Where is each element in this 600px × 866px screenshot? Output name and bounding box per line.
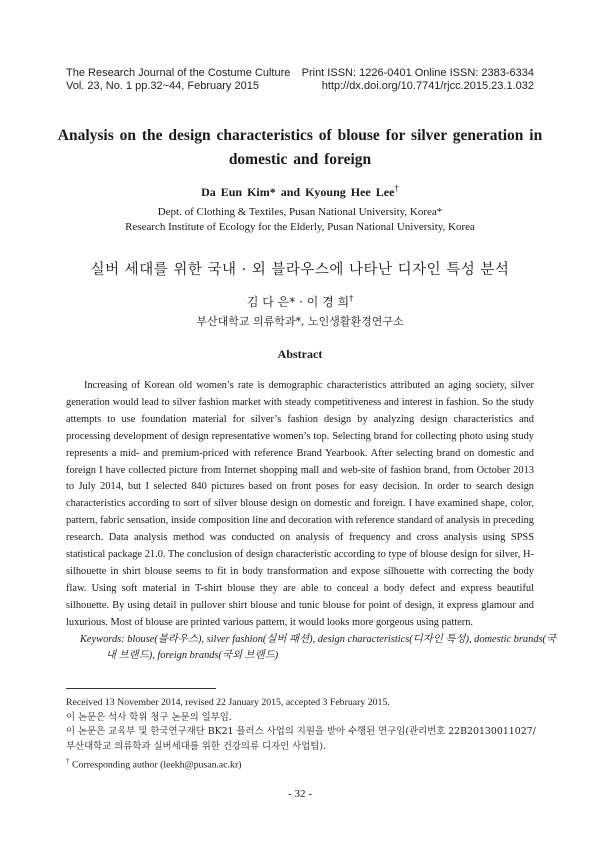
title-line-2: domestic and foreign: [228, 151, 372, 168]
footnotes: [66, 696, 536, 773]
dagger-mark: †: [66, 757, 70, 766]
received-dates: Received 13 November 2014, revised 22 January 2015, accepted 3 February 2015.: [66, 697, 390, 708]
affiliation-1: Dept. of Clothing & Textiles, Pusan National University, Korea*: [157, 206, 443, 218]
keywords: Keywords: blouse(블라우스), silver fashion(실버 패션), design characteristics(디자인 특성), domestic brands(국내 브랜드), foreign brands(국외 브랜드): [80, 634, 557, 661]
korean-authors: [0, 293, 600, 310]
korean-author-names: 김 다 은* · 이 경 희: [246, 295, 350, 309]
corresponding-author-line: [66, 754, 536, 773]
page-number: - 32 -: [288, 788, 312, 800]
footnote-thesis: 이 논문은 석사 학위 청구 논문의 일부임.: [66, 711, 232, 723]
corresponding-author: Corresponding author (leekh@pusan.ac.kr): [71, 759, 242, 771]
doi-link[interactable]: http://dx.doi.org/10.7741/rjcc.2015.23.1.032: [321, 80, 534, 92]
issn: Print ISSN: 1226-0401 Online ISSN: 2383-6334: [301, 67, 534, 79]
korean-title: 실버 세대를 위한 국내 · 외 블라우스에 나타난 디자인 특성 분석: [90, 262, 510, 278]
abstract-heading: Abstract: [277, 347, 323, 361]
author-list: [0, 183, 600, 200]
running-header: [66, 67, 534, 93]
footnote-divider: [66, 688, 216, 689]
paper-title: [56, 124, 544, 172]
title-line-1: Analysis on the design characteristics of blouse for silver generation in: [57, 127, 543, 144]
footnote-funding-1: 이 논문은 교육부 및 한국연구재단 BK21 플러스 사업의 지원을 받아 수행된 연구임(관리번호 22B20130011027/: [66, 726, 536, 738]
korean-corresponding-mark: †: [349, 294, 354, 303]
abstract-text: Increasing of Korean old women’s rate is demographic characteristics attributed an aging society, silver generation would lead to silver fashion market with steady competitiveness and interest in fashion. So the study attempts to use foundation material for silver’s fashion design by analyzing design characteristics and processing development of design representative women’s top. Selecting brand for collecting photo using study represents a mid- and premium-priced with reference Brand Yearbook. After selecting brand on domestic and foreign I have collected picture from Internet shopping mall and web-site of fashion brand, from October 2013 to July 2014, but I selected 840 pictures based on front poses for easy decision. In order to search design characteristics according to sort of silver blouse design on domestic and foreign. I have examined shape, color, pattern, fabric sensation, inside composition line and decoration with reference standard of analysis in preceding research. Data analysis method was conducted on analysis of frequency and cross analysis using SPSS statistical package 21.0. The conclusion of design characteristic according to type of blouse design for silver, H-silhouette in shirt blouse seems to fit in body transformation and expose silhouette with correcting the body flaw. Using soft material in T-shirt blouse they are able to conceal a body defect and express beautiful silhouette. By using detail in pullover shirt blouse and tunic blouse for point of design, it express glamour and luxurious. Most of blouse are printed various pattern, it would looks more gorgeous using pattern.: [66, 380, 534, 628]
affiliation-2: Research Institute of Ecology for the Elderly, Pusan National University, Korea: [125, 221, 475, 233]
footnote-funding-2: 부산대학교 의류학과 실버세대를 위한 건강의류 디자인 사업팀).: [66, 740, 326, 752]
corresponding-mark: †: [394, 183, 399, 193]
journal-name: The Research Journal of the Costume Culture: [66, 67, 291, 79]
korean-affiliation: 부산대학교 의류학과*, 노인생활환경연구소: [196, 315, 404, 328]
volume-info: Vol. 23, No. 1 pp.32~44, February 2015: [66, 80, 259, 92]
author-names: Da Eun Kim* and Kyoung Hee Lee: [201, 185, 395, 199]
